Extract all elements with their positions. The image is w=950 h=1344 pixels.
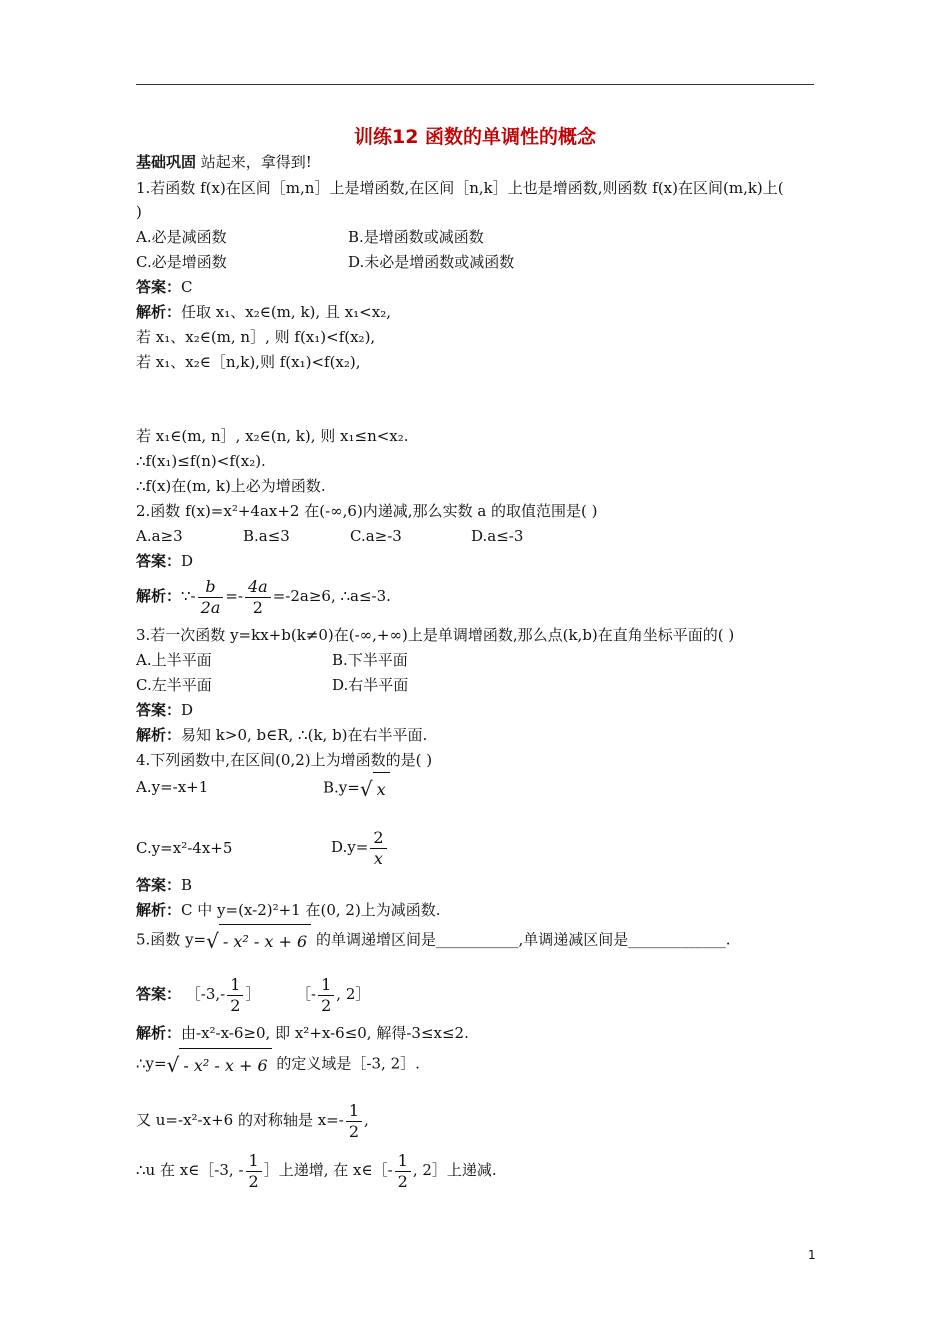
sqrt [167,1048,272,1081]
answer-value: B [181,876,193,894]
fraction [395,1151,411,1192]
analysis-text: , 2］上递减. [412,1161,497,1179]
fraction [198,577,224,618]
q1-option-b: B.是增函数或减函数 [348,228,484,246]
answer-value: D [181,701,194,719]
q5-answer [136,972,370,1016]
denominator: x [370,848,386,869]
analysis-text: 任取 x₁、x₂∈(m, k), 且 x₁<x₂, [181,303,391,321]
analysis-label: 解析： [136,303,182,321]
answer-label: 答案： [136,985,182,1003]
denominator: 2a [198,597,224,618]
q2-option-d: D.a≤-3 [471,527,524,545]
q5-analysis-4 [136,1148,497,1192]
denominator: 2 [318,995,334,1016]
answer-value: D [181,552,194,570]
q1-answer [136,277,193,297]
q4-option-b [323,772,390,805]
numerator: 1 [321,974,332,994]
q2-option-b: B.a≤3 [243,527,290,545]
q1-analysis-3: 若 x₁、x₂∈［n,k),则 f(x₁)<f(x₂), [136,353,361,371]
section-heading [136,152,312,172]
numerator: b [205,576,216,596]
answer-label: 答案： [136,876,182,894]
radical-sign-icon: √ [206,928,219,953]
analysis-label: 解析： [136,1024,182,1042]
q1-analysis-5: ∴f(x₁)≤f(n)<f(x₂). [136,452,266,470]
fraction [246,1151,262,1192]
fraction [346,1101,362,1142]
analysis-text: 易知 k>0, b∈R, ∴(k, b)在右半平面. [181,726,428,744]
q1-option-d: D.未必是增函数或减函数 [348,253,515,271]
analysis-text: ∵- [181,587,196,605]
answer-text: ］ [245,985,261,1003]
header-rule [136,84,814,85]
q5-analysis-1 [136,1023,469,1043]
fraction [370,828,386,869]
answer-text: ［- [296,985,317,1003]
q3-analysis [136,725,427,745]
q3-option-d: D.右半平面 [332,676,409,694]
option-text: D.y= [331,838,369,856]
option-text: C.y=x²-4x+5 [136,839,233,857]
q2-stem: 2.函数 f(x)=x²+4ax+2 在(-∞,6)内递减,那么实数 a 的取值范围是( ) [136,502,598,520]
analysis-label: 解析： [136,901,182,919]
q1-stem: 1.若函数 f(x)在区间［m,n］上是增函数,在区间［n,k］上也是增函数,则函数 f(x)在区间(m,k)上( [136,179,784,197]
q4-option-c [136,838,232,858]
analysis-label: 解析： [136,587,182,605]
option-text: B.y= [323,778,360,797]
analysis-text: =-2a≥6, ∴a≤-3. [272,587,391,605]
q1-option-c: C.必是增函数 [136,253,227,271]
numerator: 1 [397,1150,408,1170]
analysis-text: , [364,1111,369,1129]
analysis-text: 由-x²-x-6≥0, 即 x²+x-6≤0, 解得-3≤x≤2. [181,1024,469,1042]
q3-answer [136,700,193,720]
q2-option-c: C.a≥-3 [350,527,402,545]
answer-label: 答案： [136,701,182,719]
analysis-text: ∴u 在 x∈［-3, - [136,1161,244,1179]
q4-analysis [136,900,441,920]
analysis-text: 又 u=-x²-x+6 的对称轴是 x=- [136,1111,344,1129]
q4-option-a: A.y=-x+1 [136,778,209,796]
analysis-label: 解析： [136,726,182,744]
q2-analysis [136,576,391,618]
analysis-text: ］上递增, 在 x∈［- [263,1161,393,1179]
answer-label: 答案： [136,552,182,570]
q4-answer [136,875,192,895]
numerator: 1 [230,974,241,994]
q3-stem: 3.若一次函数 y=kx+b(k≠0)在(-∞,+∞)上是单调增函数,那么点(k,b)在直角坐标平面的( ) [136,626,735,644]
answer-label: 答案： [136,278,182,296]
q5-analysis-2 [136,1048,420,1081]
numerator: 2 [373,827,384,847]
denominator: 2 [395,1171,411,1192]
answer-text: ［-3,- [185,985,226,1003]
q3-option-c: C.左半平面 [136,676,212,694]
numerator: 1 [348,1100,359,1120]
radical-sign-icon: √ [359,776,373,801]
stem-text: 的单调递增区间是___________,单调递减区间是_____________. [315,930,731,949]
q1-analysis-1 [136,302,391,322]
denominator: 2 [246,1171,262,1192]
denominator: 2 [245,597,271,618]
q1-option-a: A.必是减函数 [136,228,227,246]
section-heading-label: 基础巩固 [136,153,197,171]
radical-sign-icon: √ [166,1052,180,1077]
sqrt [206,924,311,957]
fraction [227,975,243,1016]
numerator: 1 [248,1150,259,1170]
stem-text: 5.函数 y= [136,930,207,949]
analysis-text: =- [225,587,243,605]
q2-option-a: A.a≥3 [136,527,183,545]
answer-text: , 2］ [336,985,371,1003]
q1-stem-end: ) [136,203,142,221]
analysis-text: C 中 y=(x-2)²+1 在(0, 2)上为减函数. [181,901,441,919]
radicand: - x² - x + 6 [219,924,311,957]
analysis-text: 的定义域是［-3, 2］. [276,1054,420,1073]
q5-analysis-3 [136,1098,369,1142]
q1-analysis-4: 若 x₁∈(m, n］, x₂∈(n, k), 则 x₁≤n<x₂. [136,427,409,445]
fraction [245,577,271,618]
page-number: 1 [808,1248,816,1262]
answer-value: C [181,278,193,296]
q3-option-a: A.上半平面 [136,651,212,669]
page-title: 训练12 函数的单调性的概念 [353,126,597,148]
q2-answer [136,551,193,571]
numerator: 4a [248,576,268,596]
radicand: x [373,772,390,805]
q5-stem [136,924,731,957]
sqrt [360,772,390,805]
radicand: - x² - x + 6 [179,1048,271,1081]
denominator: 2 [227,995,243,1016]
q4-option-d [331,824,389,870]
analysis-text: ∴y= [136,1054,167,1073]
q1-analysis-6: ∴f(x)在(m, k)上必为增函数. [136,477,326,495]
q1-analysis-2: 若 x₁、x₂∈(m, n］, 则 f(x₁)<f(x₂), [136,328,376,346]
denominator: 2 [346,1121,362,1142]
q3-option-b: B.下半平面 [332,651,408,669]
section-slogan: 站起来，拿得到! [200,153,312,171]
fraction [318,975,334,1016]
q4-stem: 4.下列函数中,在区间(0,2)上为增函数的是( ) [136,751,433,769]
